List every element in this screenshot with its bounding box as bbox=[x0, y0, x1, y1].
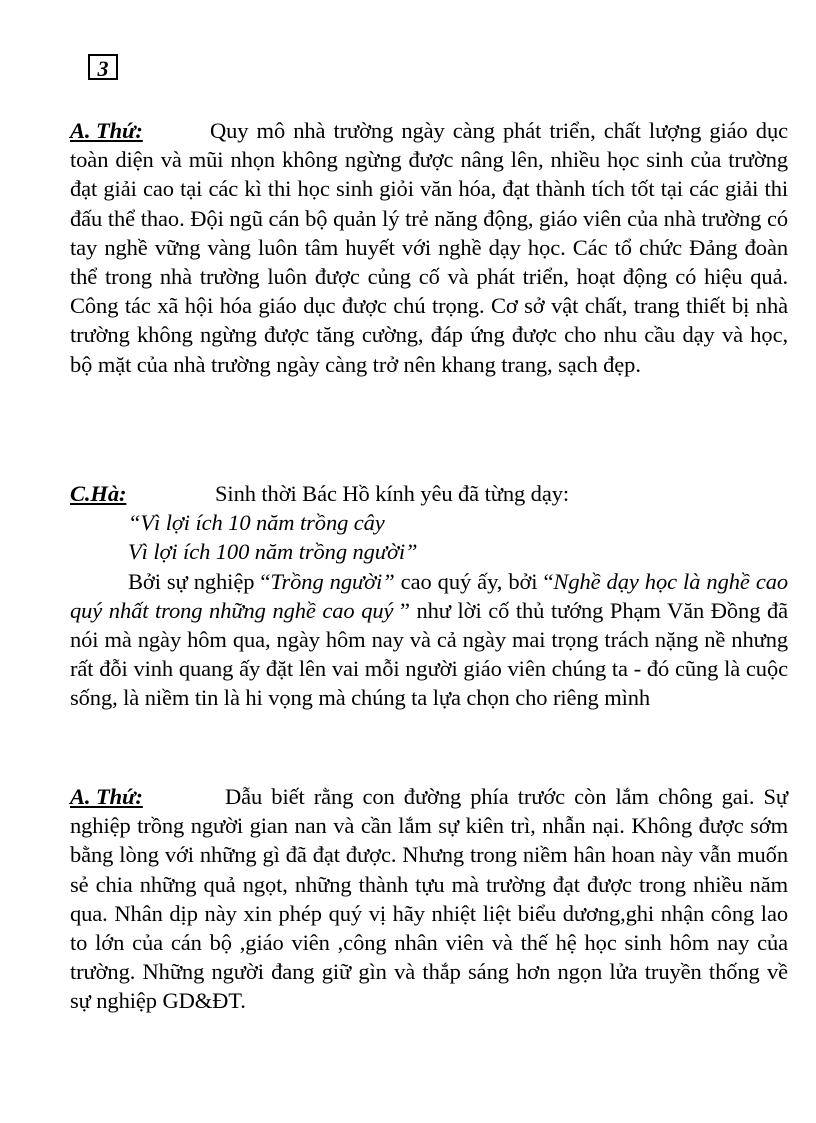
paragraph-text: Quy mô nhà trường ngày càng phát triển, chất lượng giáo dục toàn diện và mũi nhọn không ngừng được nâng lên, nhiều học sinh của trường đạt giải cao tại các kì thi học sinh giỏi văn hóa, đạt thành tích tốt tại các giải thi đấu thể thao. Đội ngũ cán bộ quản lý trẻ năng động, giáo viên của nhà trường có tay nghề vững vàng luôn tâm huyết với nghề dạy học. Các tổ chức Đảng đoàn thể trong nhà trường luôn được củng cố và phát triển, hoạt động có hiệu quả. Công tác xã hội hóa giáo dục được chú trọng. Cơ sở vật chất, trang thiết bị nhà trường không ngừng được tăng cường, đáp ứng được cho nhu cầu dạy và học, bộ mặt của nhà trường ngày càng trở nên khang trang, sạch đẹp. bbox=[70, 118, 788, 377]
paragraph-a-thu-1 bbox=[70, 116, 788, 379]
paragraph-text: Dẫu biết rằng con đường phía trước còn lắm chông gai. Sự nghiệp trồng người gian nan và cần lắm sự kiên trì, nhẫn nại. Không được sớm bằng lòng với những gì đã đạt được. Nhưng trong niềm hân hoan này vẫn muốn sẻ chia những quả ngọt, những thành tựu mà trường đạt được trong nhiều năm qua. Nhân dịp này xin phép quý vị hãy nhiệt liệt biểu dương,ghi nhận công lao to lớn của cán bộ ,giáo viên ,công nhân viên và thế hệ học sinh hôm nay của trường. Những người đang giữ gìn và thắp sáng hơn ngọn lửa truyền thống về sự nghiệp GD&ĐT. bbox=[70, 784, 788, 1014]
body-italic-quote: Nghề dạy học là nghề cao quý nhất trong những nghề cao quý bbox=[70, 568, 789, 623]
page-number-box: 3 bbox=[88, 54, 118, 80]
body-part-b: cao quý ấy, bởi “ bbox=[394, 568, 554, 594]
speaker-label: C.Hà: bbox=[70, 481, 127, 506]
quote-line-2: Vì lợi ích 100 năm trồng người” bbox=[128, 539, 418, 565]
body-part-a: Bởi sự nghiệp “ bbox=[128, 568, 271, 594]
body-part-c: ” như lời cố thủ tướng Phạm Văn Đồng đã nói mà ngày hôm qua, ngày hôm nay và cả ngày mai trọng trách nặng nề nhưng rất đỗi vinh quang ấy đặt lên vai mỗi người giáo viên chúng ta - đó cũng là cuộc sống, là niềm tin là hi vọng mà chúng ta lựa chọn cho riêng mình bbox=[70, 597, 789, 711]
quote-line-1: “Vì lợi ích 10 năm trồng cây bbox=[128, 510, 385, 536]
paragraph-intro: Sinh thời Bác Hồ kính yêu đã từng dạy: bbox=[215, 481, 570, 506]
speaker-label: A. Thứ: bbox=[70, 118, 143, 143]
paragraph-c-ha bbox=[70, 479, 788, 713]
body-italic-trong-nguoi: Trồng người” bbox=[270, 568, 395, 594]
speaker-label: A. Thứ: bbox=[70, 784, 143, 809]
paragraph-a-thu-2 bbox=[70, 782, 788, 1016]
